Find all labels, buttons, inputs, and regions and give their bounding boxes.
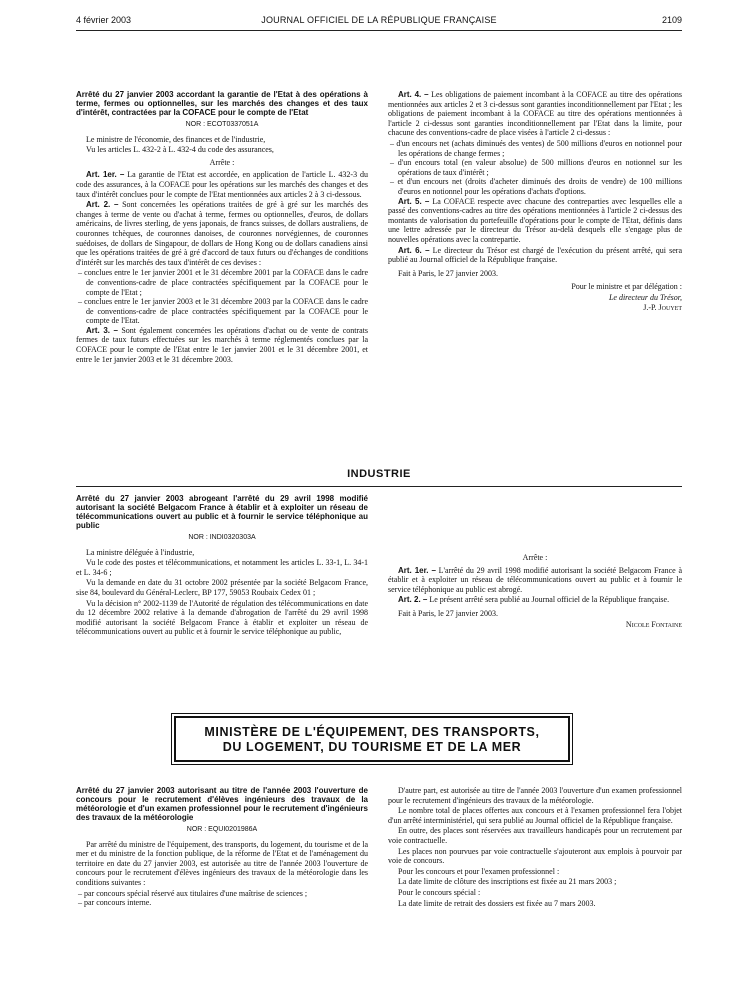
- decree1-nor: NOR : ECOT0337051A: [185, 121, 259, 128]
- decree3-left-column: [76, 786, 368, 908]
- decree3-unfilled: Les places non pourvues par voie contractuelle s'ajouteront aux emplois à pourvoir par voie de concours.: [388, 846, 682, 866]
- decree1-art3: Art. 3. – Sont également concernées les opérations d'achat ou de vente de contrats fermes de taux futurs effectuées sur les marchés à terme réglementés conclues par la COFACE pour le compte de l'Etat entre le 1er janvier 2001 et le 31 décembre 2001, et entre le 1er janvier 2003 et le 31 décembre 2003.: [76, 325, 369, 364]
- section-heading: INDUSTRIE: [347, 468, 411, 480]
- decree1-title: Arrêté du 27 janvier 2003 accordant la garantie de l'Etat à des opérations à terme, fermes ou optionnelles, sur les marchés des changes et des taux d'intérêt, contractées par la COFACE pour le compte de l'Etat: [76, 90, 368, 117]
- decree1-signature-delegation: Pour le ministre et par délégation :: [571, 282, 682, 292]
- list-item: – par concours spécial réservé aux titulaires d'une maîtrise de sciences ;: [78, 888, 308, 898]
- ministry-line-1: MINISTÈRE DE L'ÉQUIPEMENT, DES TRANSPORTS,: [204, 725, 540, 739]
- decree2-left-column: [76, 494, 368, 638]
- decree1-visa: Vu les articles L. 432-2 à L. 432-4 du code des assurances,: [86, 145, 274, 155]
- decree3-title: Arrêté du 27 janvier 2003 autorisant au titre de l'année 2003 l'ouverture de concours pour le recrutement d'élèves ingénieurs des travaux de la météorologie et d'un examen professionnel pour le recrutement d'ingénieurs des travaux de la météorologie: [76, 786, 368, 822]
- decree1-art2: Art. 2. – Sont concernées les opérations traitées de gré à gré sur les marchés des changes à terme de vente ou d'achat à terme, fermes ou optionnelles, d'euros, de dollars américains, de livres sterling, de yens japonais, de francs suisses, de dollars australiens, de couronnes tchèques, de couronnes danoises, de couronnes norvégiennes, de couronnes suédoises, de dollars de Singapour, de dollars de Hong Kong ou de dollars canadiens ainsi que les opérations traitées de gré à gré d'accord de taux futurs ou d'échanges de conditions d'intérêt sur les marchés des taux d'intérêt de ces devises :: [76, 200, 369, 267]
- decree1-done: Fait à Paris, le 27 janvier 2003.: [398, 268, 498, 278]
- decree1-art4: Art. 4. – Les obligations de paiement incombant à la COFACE au titre des opérations mentionnées aux articles 2 et 3 ci-dessus sont garanties inconditionnellement par l'Etat ; les obligations de paiement incombant à la COFACE au titre des opérations mentionnées à l'article 2 ci-dessus sont garanties inconditionnellement par l'Etat dans la limite, pour chacune des conventions-cadre de place visées à l'article 2 ci-dessus :: [388, 90, 683, 138]
- decree1-minister: Le ministre de l'économie, des finances et de l'industrie,: [86, 134, 266, 144]
- decree2-nor: NOR : INDI0320303A: [188, 534, 256, 541]
- decree2-signature: Nicole Fontaine: [625, 619, 682, 629]
- decree2-minister: La ministre déléguée à l'industrie,: [86, 547, 195, 557]
- decree2-art1: Art. 1er. – L'arrêté du 29 avril 1998 modifié autorisant la société Belgacom France à établir et à exploiter un réseau de télécommunications ouvert au public et à fournir le service téléphonique au public est abrogé.: [388, 565, 683, 594]
- journal-title: JOURNAL OFFICIEL DE LA RÉPUBLIQUE FRANÇAISE: [261, 15, 497, 25]
- decree2-right-column: [388, 494, 682, 630]
- decree3-heading-all: Pour les concours et pour l'examen professionnel :: [398, 866, 560, 876]
- decree1-art6: Art. 6. – Le directeur du Trésor est chargé de l'exécution du présent arrêté, qui sera publié au Journal officiel de la République française.: [388, 245, 683, 265]
- decree3-nor: NOR : EQUI0201986A: [186, 826, 258, 833]
- decree2-visa-code: Vu le code des postes et télécommunications, et notamment les articles L. 33-1, L. 34-1 et L. 34-6 ;: [76, 558, 368, 577]
- page-number: 2109: [661, 15, 682, 25]
- decree3-deadline: La date limite de clôture des inscriptions est fixée au 21 mars 2003 ;: [398, 877, 617, 887]
- decree1-right-column: [388, 90, 682, 314]
- decree1-signature-role: Le directeur du Trésor,: [608, 292, 682, 302]
- decree1-art4-list: [388, 139, 682, 197]
- decree1-left-column: [76, 90, 368, 365]
- decree1-art2-list: [76, 268, 368, 326]
- ministry-banner: [174, 716, 570, 762]
- decree2-art2: Art. 2. – Le présent arrêté sera publié au Journal officiel de la République française.: [398, 595, 670, 605]
- list-item: – conclues entre le 1er janvier 2001 et le 31 décembre 2001 par la COFACE dans le cadre de conventions-cadre de place contractées spécifiquement par la COFACE pour le compte de l'Etat ;: [78, 268, 368, 297]
- list-item: – par concours interne.: [78, 898, 152, 908]
- decree1-art5: Art. 5. – La COFACE respecte avec chacune des contreparties avec lesquelles elle a passé des conventions-cadres au titre des opérations mentionnées à l'article 2 ci-dessus des montants de valorisation du portefeuille d'opérations pour le compte de l'Etat, définis dans une lettre adressée par le directeur du Trésor au-delà desquels elle s'engage plus de nouvelles opérations avec la contrepartie.: [388, 196, 683, 244]
- decree2-visa-request: Vu la demande en date du 31 octobre 2002 présentée par la société Belgacom France, sise 84, boulevard du Général-Leclerc, BP 177, 59053 Roubaix Cedex 01 ;: [76, 578, 368, 597]
- decree3-places: Le nombre total de places offertes aux concours et à l'examen professionnel fera l'objet d'un arrêté interministériel, qui sera publié au Journal officiel de la République française.: [388, 806, 682, 825]
- decree2-visa-decision: Vu la décision n° 2002-1139 de l'Autorité de régulation des télécommunications en date du 12 décembre 2002 relative à la demande d'abrogation de l'arrêté du 29 avril 1998 modifié autorisant la société Belgacom France à établir et exploiter un réseau de télécommunications ouvert au public et à fournir le service téléphonique au public,: [76, 598, 368, 637]
- decree1-signature-name: J.-P. Jouyet: [643, 303, 682, 313]
- decree3-handicap: En outre, des places sont réservées aux travailleurs handicapés pour un recrutement par voie contractuelle.: [388, 826, 682, 845]
- decree2-arrete: Arrête :: [522, 553, 548, 562]
- decree2-done: Fait à Paris, le 27 janvier 2003.: [398, 608, 498, 618]
- list-item: – et d'un encours net (droits d'acheter diminués des droits de vendre) de 100 millions d'euros en notionnel pour les opérations d'achats d'options.: [390, 177, 682, 196]
- divider: [76, 486, 682, 487]
- decree3-heading-special: Pour le concours spécial :: [398, 887, 481, 897]
- decree1-arrete: Arrête :: [209, 157, 235, 167]
- decree3-right-column: [388, 786, 682, 909]
- decree2-title: Arrêté du 27 janvier 2003 abrogeant l'arrêté du 29 avril 1998 modifié autorisant la société Belgacom France à établir et à exploiter un réseau de télécommunications ouvert au public et à fournir le service téléphonique au public: [76, 494, 368, 530]
- issue-date: 4 février 2003: [76, 15, 132, 25]
- decree2-continuation-space: [388, 494, 682, 550]
- ministry-line-2: DU LOGEMENT, DU TOURISME ET DE LA MER: [222, 740, 522, 754]
- decree1-art1: Art. 1er. – La garantie de l'Etat est accordée, en application de l'article L. 432-3 du code des assurances, à la COFACE pour les opérations sur les marchés des changes et des taux d'intérêt conclues pour le compte de l'Etat mentionnées aux articles 2 à 3 ci-dessous.: [76, 170, 369, 199]
- list-item: – d'un encours net (achats diminués des ventes) de 500 millions d'euros en notionnel pour les opérations de change fermes ;: [390, 138, 682, 158]
- list-item: – d'un encours total (en valeur absolue) de 500 millions d'euros en notionnel sur les opérations de taux d'intérêt ;: [390, 158, 682, 177]
- decree3-withdrawal: La date limite de retrait des dossiers est fixée au 7 mars 2003.: [398, 898, 596, 908]
- page-header: [76, 14, 682, 31]
- decree3-body: Par arrêté du ministre de l'équipement, des transports, du logement, du tourisme et de la mer et du ministre de la fonction publique, de la réforme de l'Etat et de l'aménagement du territoire en date du 27 janvier 2003, est autorisée au titre de l'année 2003 l'ouverture de concours pour le recrutement d'élèves ingénieurs des travaux de la météorologie dans les conditions suivantes :: [76, 839, 368, 887]
- decree3-exam: D'autre part, est autorisée au titre de l'année 2003 l'ouverture d'un examen professionnel pour le recrutement d'ingénieurs des travaux de la météorologie.: [388, 786, 682, 805]
- decree3-list: [76, 889, 368, 908]
- list-item: – conclues entre le 1er janvier 2003 et le 31 décembre 2003 par la COFACE dans le cadre de conventions-cadre de place contractées spécifiquement par la COFACE pour le compte de l'Etat.: [78, 297, 368, 326]
